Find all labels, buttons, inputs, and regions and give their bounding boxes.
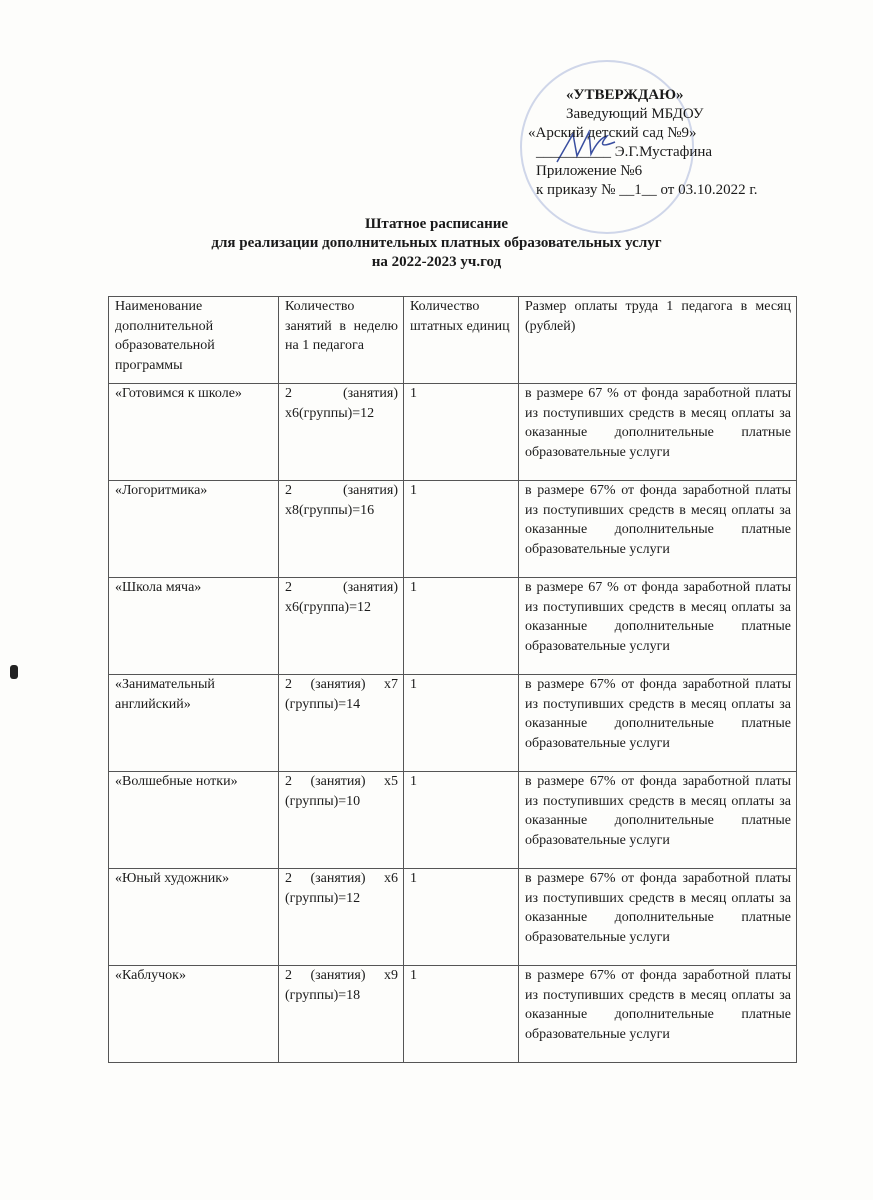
cell-program: «Каблучок» — [109, 966, 279, 1063]
header-lessons: Количество занятий в неделю на 1 педагога — [279, 297, 404, 384]
cell-program: «Юный художник» — [109, 869, 279, 966]
cell-units: 1 — [404, 869, 519, 966]
cell-salary: в размере 67% от фонда заработной платы из поступивших средств в месяц оплаты за оказанные дополнительные платные образовательные услуги — [519, 772, 797, 869]
table-row — [109, 966, 797, 1063]
cell-program: «Логоритмика» — [109, 481, 279, 578]
scan-mark — [10, 665, 18, 679]
header-salary: Размер оплаты труда 1 педагога в месяц (рублей) — [519, 297, 797, 384]
cell-lessons: 2 (занятия) х9 (группы)=18 — [279, 966, 404, 1063]
approval-heading: «УТВЕРЖДАЮ» — [566, 87, 684, 103]
approval-order: к приказу № __1__ от 03.10.2022 г. — [536, 182, 758, 198]
approval-signature-line: __________ Э.Г.Мустафина — [536, 144, 713, 160]
cell-salary: в размере 67% от фонда заработной платы из поступивших средств в месяц оплаты за оказанные дополнительные платные образовательные услуги — [519, 966, 797, 1063]
cell-lessons: 2 (занятия) х8(группы)=16 — [279, 481, 404, 578]
cell-program: «Школа мяча» — [109, 578, 279, 675]
title-line-2: для реализации дополнительных платных образовательных услуг — [211, 235, 662, 251]
cell-lessons: 2 (занятия) х6(группы)=12 — [279, 384, 404, 481]
cell-lessons: 2 (занятия) х6 (группы)=12 — [279, 869, 404, 966]
cell-program: «Занимательный английский» — [109, 675, 279, 772]
approval-org: «Арский детский сад №9» — [528, 125, 697, 141]
cell-salary: в размере 67% от фонда заработной платы из поступивших средств в месяц оплаты за оказанные дополнительные платные образовательные услуги — [519, 675, 797, 772]
table-row — [109, 481, 797, 578]
cell-units: 1 — [404, 675, 519, 772]
cell-units: 1 — [404, 966, 519, 1063]
table-row — [109, 675, 797, 772]
cell-units: 1 — [404, 578, 519, 675]
document-title — [0, 215, 873, 272]
cell-lessons: 2 (занятия) х7 (группы)=14 — [279, 675, 404, 772]
table-row — [109, 384, 797, 481]
table-row — [109, 578, 797, 675]
cell-salary: в размере 67% от фонда заработной платы из поступивших средств в месяц оплаты за оказанные дополнительные платные образовательные услуги — [519, 869, 797, 966]
table-row — [109, 772, 797, 869]
table-header-row — [109, 297, 797, 384]
cell-units: 1 — [404, 384, 519, 481]
cell-salary: в размере 67% от фонда заработной платы из поступивших средств в месяц оплаты за оказанные дополнительные платные образовательные услуги — [519, 481, 797, 578]
cell-lessons: 2 (занятия) х6(группа)=12 — [279, 578, 404, 675]
approval-position: Заведующий МБДОУ — [566, 106, 704, 122]
cell-units: 1 — [404, 772, 519, 869]
approval-block — [528, 86, 758, 200]
table-row — [109, 869, 797, 966]
cell-salary: в размере 67 % от фонда заработной платы из поступивших средств в месяц оплаты за оказанные дополнительные платные образовательные услуги — [519, 578, 797, 675]
header-units: Количество штатных единиц — [404, 297, 519, 384]
header-program: Наименование дополнительной образовательной программы — [109, 297, 279, 384]
title-line-3: на 2022-2023 уч.год — [371, 254, 502, 270]
cell-lessons: 2 (занятия) х5 (группы)=10 — [279, 772, 404, 869]
staff-schedule-table — [108, 296, 797, 1063]
cell-units: 1 — [404, 481, 519, 578]
cell-salary: в размере 67 % от фонда заработной платы из поступивших средств в месяц оплаты за оказанные дополнительные платные образовательные услуги — [519, 384, 797, 481]
cell-program: «Готовимся к школе» — [109, 384, 279, 481]
cell-program: «Волшебные нотки» — [109, 772, 279, 869]
approval-appendix: Приложение №6 — [536, 163, 643, 179]
title-line-1: Штатное расписание — [364, 216, 509, 232]
